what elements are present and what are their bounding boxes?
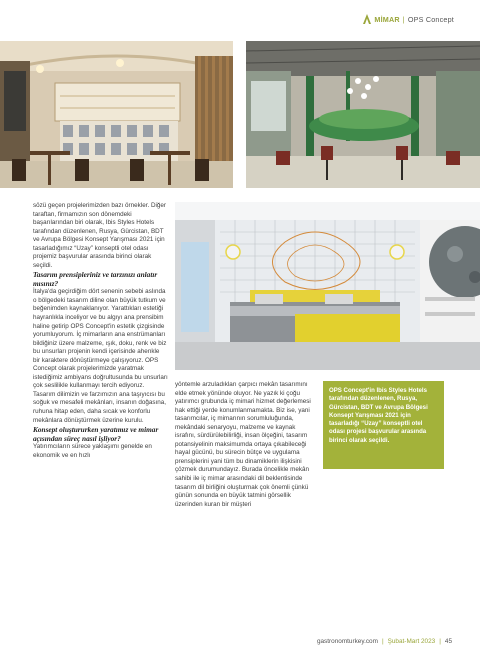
footer-separator: | (439, 638, 441, 645)
header-separator: | (402, 14, 405, 24)
hotel-room-photo (175, 202, 480, 370)
footer-issue: Şubat-Mart 2023 (387, 638, 436, 645)
callout-text: OPS Concept'in Ibis Styles Hotels tarafından düzenlenen, Rusya, Gürcistan, BDT ve Avrupa Bölgesi Konsept Yarışması 2021 için tasarladığı “Uzay” konseptli otel odası projesi başvurular arasında birinci olarak seçildi. (329, 387, 428, 444)
page-header (363, 14, 454, 24)
magazine-logo-icon (363, 14, 371, 24)
section-name: OPS Concept (407, 14, 454, 24)
lounge-interior-photo (246, 41, 480, 188)
cafe-interior-photo (0, 41, 233, 188)
question-heading: Konsept oluştururken yaratımız ve mimar açısından süreç nasıl işliyor? (33, 425, 159, 444)
body-paragraph: İtalya'da geçirdiğim dört senenin sebebi aslında o bölgedeki tasarım diline olan büyük tutkum ve beğenimden kaynaklanıyor. Yarattıkları estetiği hayranlıkla inceliyor ve bu algıyı ana prensibim haline getirip OPS Concept'in estetik çizgisinde yorumluyorum. İç mimarların ana enstrümanları bildiğiniz üzere malzeme, ışık, doku, renk ve biz bu unsurları projenin kendi içerisinde ahenkle bir karaktere dönüştürmeye çalışıyoruz. OPS Concept olarak projelerimizde yaratmak istediğimiz ambiyans doğrultusunda bu unsurları çok sesliliklе kullanmayı tercih ediyoruz. Tasarım dilimizin ve farzımızın ana taşıyıcısı bu soğuk ve mesafeli mekânları, insanın doğasına, ruhuna hitap eden, daha sıcak ve konforlu mekânlara dönüştürmek üzerine kurulu. (33, 288, 168, 424)
article-column-left (33, 202, 168, 460)
photo-caption-callout (323, 381, 444, 469)
page-number: 45 (444, 638, 452, 645)
body-paragraph: sözü geçen projelerimizden bazı örnekler. Diğer taraftan, firmamızın son dönemdeki başarılarından biri olarak, Ibis Styles Hotels tarafından düzenlenen, Rusya, Gürcistan, BDT ve Avrupa Bölgesi Konsept Yarışması 2021 için tasarladığımız “Uzay” konseptli otel odası projemiz başvurular arasında birinci olarak seçildi. (33, 202, 167, 269)
footer-separator: | (381, 638, 384, 645)
article-column-middle (175, 381, 315, 509)
body-paragraph: yöntemle arzuladıkları çarpıcı mekân tasarımını elde etmek yönünde oluyor. Ne yazık ki çoğu yatırımcı grubunda iç mimari hizmet değerlemesi hak ettiği yerde konumlanmamakta. Biz ise, yani tasarımcılar, iç mimarının sorumluluğunda, mekândaki senaryoyu, malzeme ve kaynak israfını, sürdürülebilirliği, insan ölçeğini, tasarım potansiyelinin maksimumda ortaya çıkabileceği hayal gücünü, bu sürecin bütçe ve uygulama prensiplerini yani tüm bu dinamiklerin ilişkisini çözmek durumundayız. Burada öncelikle mekân sahibi ile iç mimar arasındaki dil beklentisinde tasarım dil birliğini oluşturmak çok önemli çünkü günün sonunda en büyük tatmini görsellik üzerinden kuran bir müşteri (175, 381, 311, 508)
footer-website: gastronomturkey.com (316, 638, 378, 645)
body-paragraph: Yatırımcıların sürece yaklaşımı genelde en ekonomik ve en hızlı (33, 443, 152, 459)
page-footer (317, 638, 452, 645)
question-heading: Tasarım prensipleriniz ve tarzınızı anlatır mısınız? (33, 270, 158, 289)
section-brand: MİMAR (374, 14, 400, 24)
